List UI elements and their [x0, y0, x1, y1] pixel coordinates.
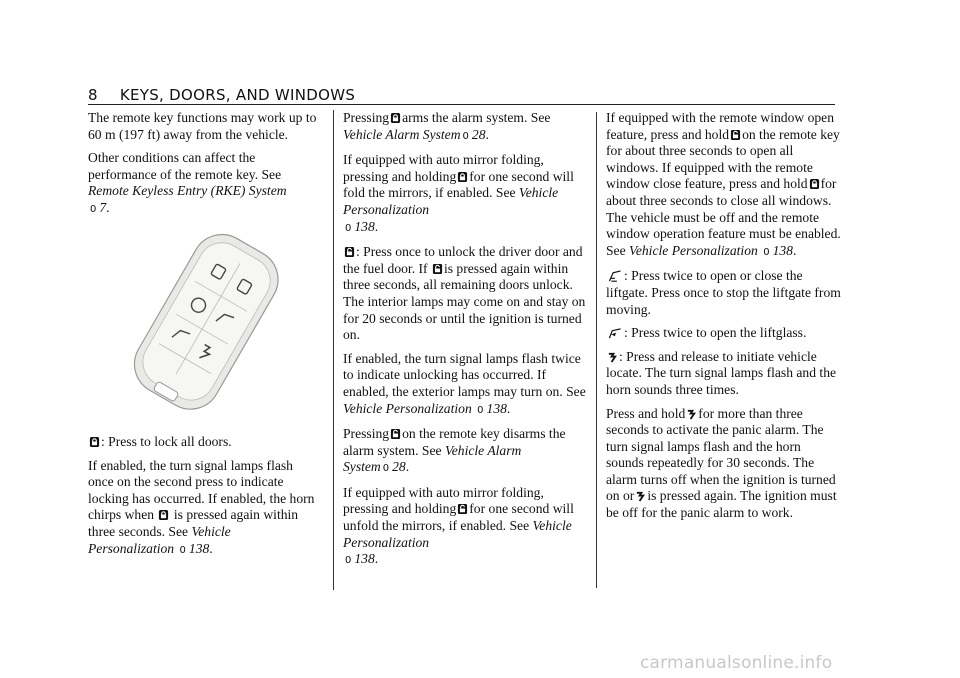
unlock-icon	[457, 503, 468, 515]
page-ref-arrow: 0	[345, 555, 352, 567]
panic-icon	[686, 408, 697, 420]
page-ref[interactable]: 138	[486, 400, 507, 416]
page-ref-arrow: 0	[90, 203, 97, 215]
unlock-icon	[432, 263, 443, 275]
unlock-icon	[390, 428, 401, 440]
page-number: 8	[88, 86, 98, 104]
cross-reference-link[interactable]: Vehicle Personalization	[343, 400, 472, 416]
cross-reference-link[interactable]: Vehicle Alarm System	[343, 126, 461, 142]
panic-icon	[635, 490, 646, 502]
lock-icon	[158, 509, 169, 521]
cross-reference-link[interactable]: Vehicle Personalization	[629, 242, 758, 258]
cross-reference-link[interactable]: Vehicle Personalization	[88, 523, 231, 556]
column-divider	[596, 112, 597, 588]
watermark: carmanualsonline.info	[640, 653, 833, 673]
liftglass-icon	[607, 327, 623, 339]
lock-icon	[809, 178, 820, 190]
column-divider	[333, 110, 334, 590]
cross-reference-link[interactable]: Remote Keyless Entry (RKE) System	[88, 183, 287, 199]
page-ref-arrow: 0	[462, 130, 469, 142]
column-1	[88, 110, 320, 226]
page-ref-arrow: 0	[345, 222, 352, 234]
page-ref[interactable]: 7	[99, 199, 107, 215]
paragraph: : Press to lock all doors.	[88, 434, 320, 451]
paragraph: If enabled, the turn signal lamps flash twice to indicate unlocking has occurred. If enabled, the exterior lamps may turn on. See Vehicle Personalization 0 138.	[343, 350, 586, 416]
paragraph: If equipped with auto mirror folding, pressing and holding for one second will fold the mirrors, if enabled. See Vehicle Personalization 0 138.	[343, 152, 574, 234]
paragraph: : Press twice to open the liftglass.	[606, 325, 841, 342]
key-fob-illustration	[105, 232, 305, 417]
header-rule	[88, 104, 835, 105]
paragraph: The remote key functions may work up to 60 m (197 ft) away from the vehicle.	[88, 110, 317, 142]
paragraph: : Press and release to initiate vehicle locate. The turn signal lamps flash and the horn sounds three times.	[606, 348, 837, 397]
page-ref[interactable]: 28	[471, 126, 486, 142]
column-1-lower	[88, 434, 320, 566]
page-ref-arrow: 0	[179, 544, 186, 556]
lock-icon	[89, 436, 100, 448]
page-ref-arrow: 0	[763, 246, 770, 258]
panic-icon	[607, 351, 618, 363]
page-ref-arrow: 0	[477, 404, 484, 416]
page-ref[interactable]: 138	[188, 540, 210, 556]
paragraph: If enabled, the turn signal lamps flash once on the second press to indicate locking has occurred. If enabled, the horn chirps when is pressed again within three seconds. See Vehicle Personalization 0 138.	[88, 457, 315, 556]
paragraph: : Press once to unlock the driver door and the fuel door. If is pressed again within three seconds, all remaining doors unlock. The interior lamps may come on and stay on for 20 seconds or until the ignition is turned on.	[343, 244, 586, 343]
cross-reference-link[interactable]: Vehicle Alarm System	[343, 442, 522, 475]
column-2	[343, 110, 588, 577]
cross-reference-link[interactable]: Vehicle Personalization	[343, 518, 572, 550]
paragraph: If equipped with auto mirror folding, pressing and holding for one second will unfold the mirrors, if enabled. See Vehicle Personalization 0 138.	[343, 484, 574, 567]
paragraph: Press and hold for more than three seconds to activate the panic alarm. The turn signal lamps flash and the horn sounds repeatedly for 30 seconds. The alarm turns off when the ignition is turned on or is pressed again. The ignition must be off for the panic alarm to work.	[606, 405, 837, 521]
section-title: KEYS, DOORS, AND WINDOWS	[119, 86, 356, 104]
lock-icon	[390, 112, 401, 124]
paragraph: : Press twice to open or close the liftgate. Press once to stop the liftgate from moving.	[606, 268, 841, 317]
lock-icon	[457, 171, 468, 183]
unlock-icon	[730, 129, 741, 141]
page-ref[interactable]: 28	[392, 459, 406, 475]
paragraph: Other conditions can affect the performance of the remote key. See Remote Keyless Entry (RKE) System 0 7.	[88, 150, 287, 215]
unlock-icon	[344, 246, 355, 258]
cross-reference-link[interactable]: Vehicle Personalization	[343, 185, 559, 217]
page-ref[interactable]: 138	[772, 242, 793, 258]
liftgate-icon	[607, 270, 623, 282]
paragraph: If equipped with the remote window open feature, press and hold on the remote key for about three seconds to open all windows. If equipped with the remote window close feature, press and hold for about three seconds to close all windows. The vehicle must be off and the remote window operation feature must be enabled. See Vehicle Personalization 0 138.	[606, 110, 841, 258]
paragraph: Pressing arms the alarm system. See Vehicle Alarm System 0 28.	[343, 110, 551, 142]
column-3	[606, 110, 841, 529]
page-ref-arrow: 0	[382, 463, 390, 475]
page-header	[88, 86, 355, 104]
page-ref[interactable]: 138	[354, 551, 375, 567]
page-ref[interactable]: 138	[354, 218, 375, 234]
paragraph: Pressing on the remote key disarms the alarm system. See Vehicle Alarm System 0 28.	[343, 426, 566, 475]
